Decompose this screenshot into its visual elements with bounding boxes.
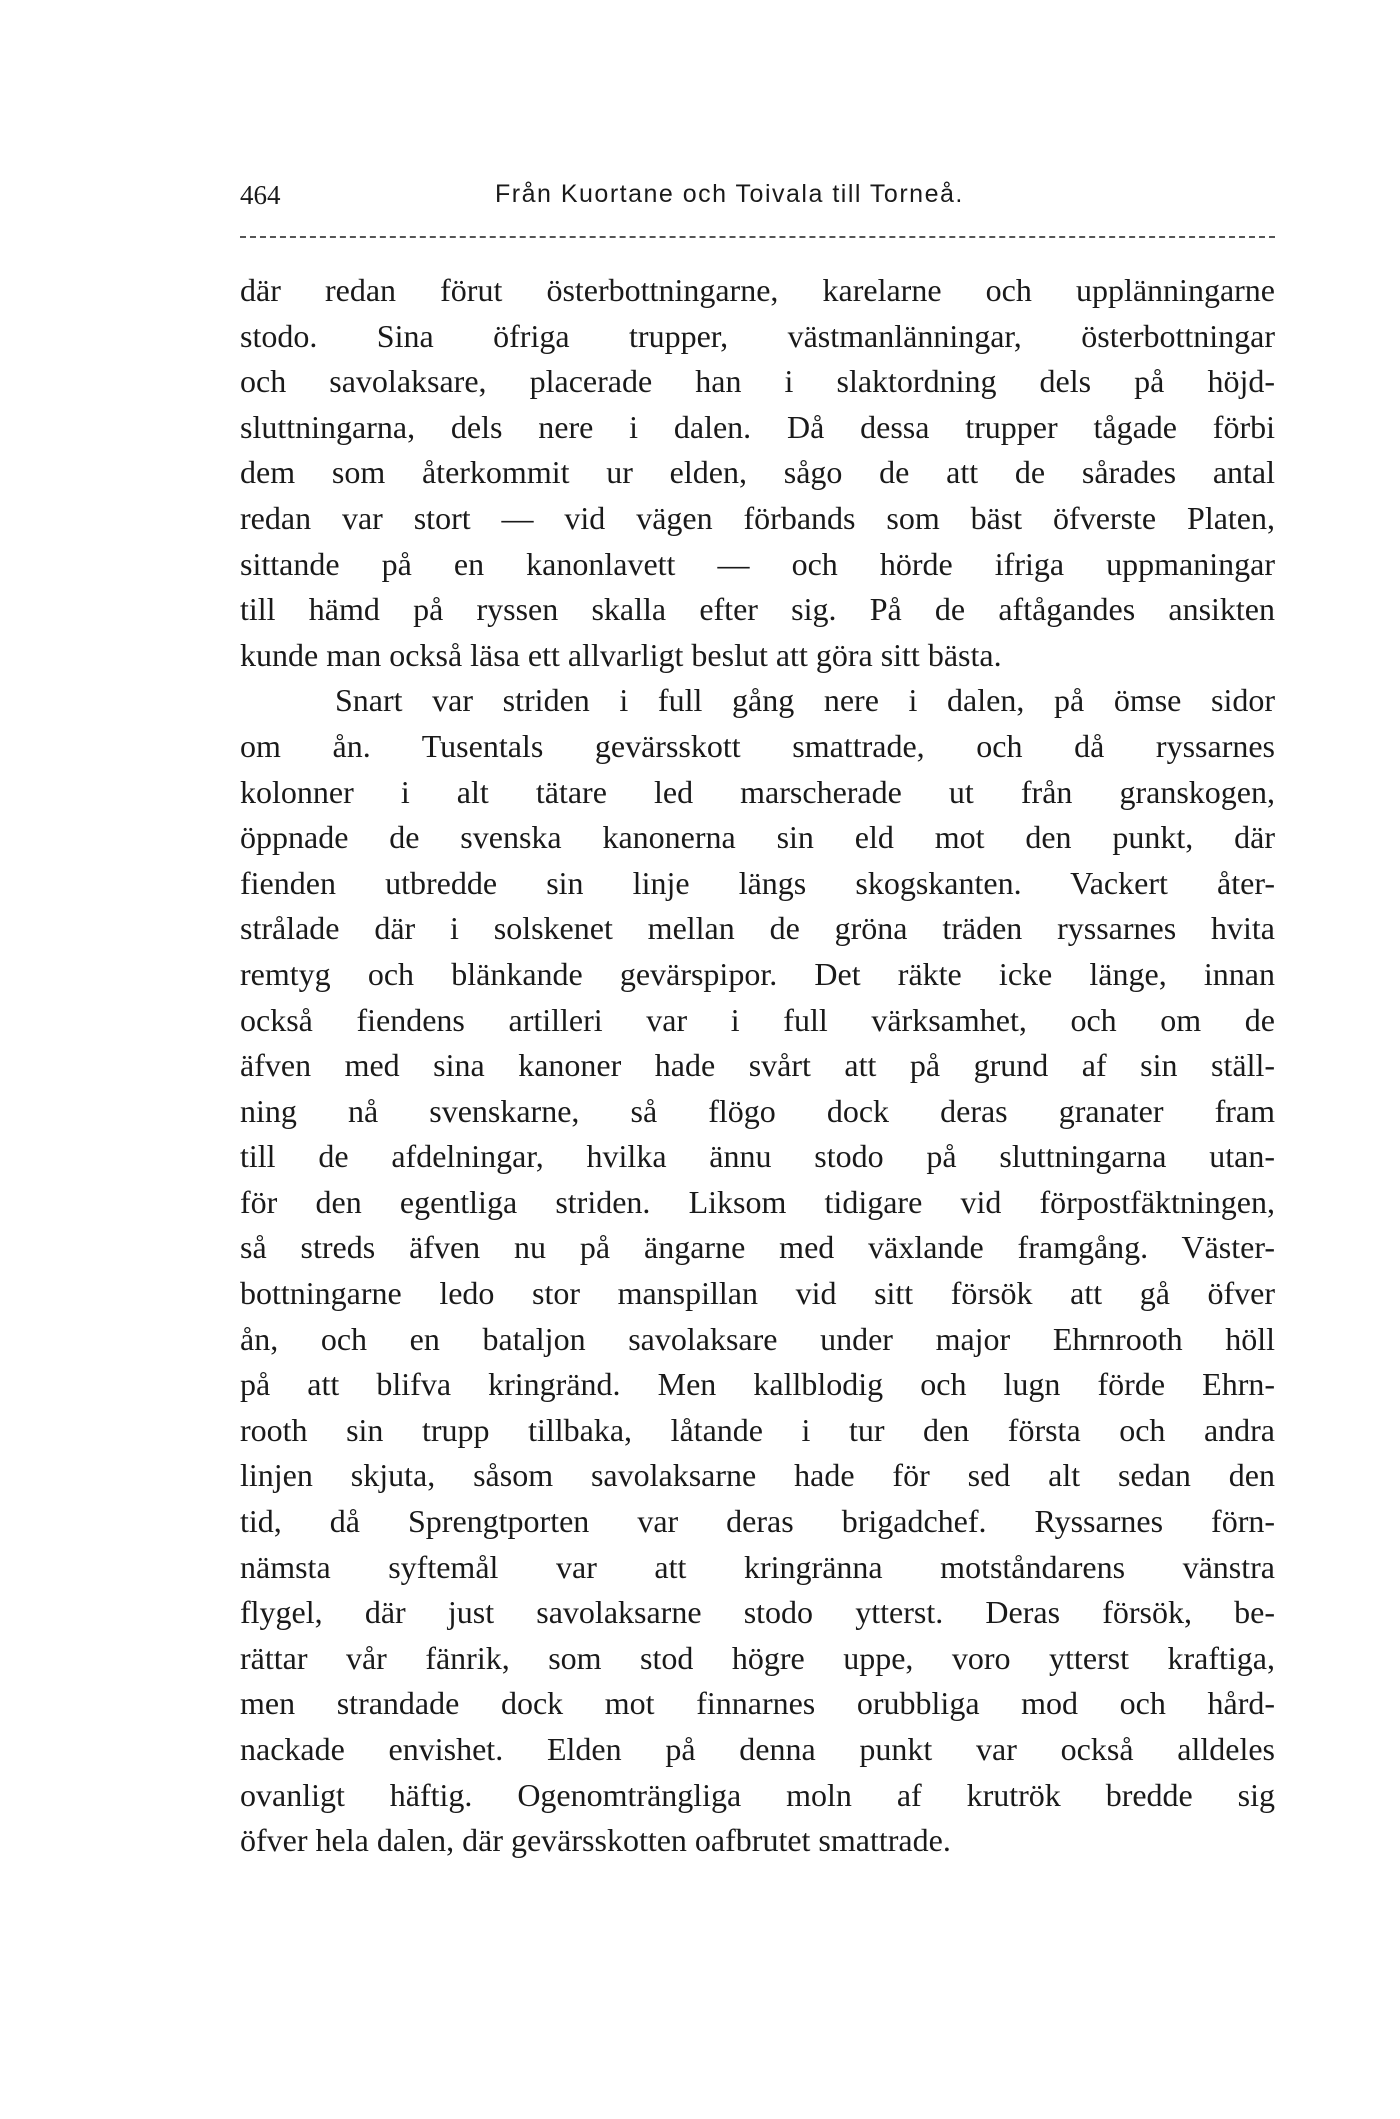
text-line: rooth sin trupp tillbaka, låtande i tur den första och andra xyxy=(240,1411,1275,1448)
text-line: äfven med sina kanoner hade svårt att på grund af sin ställ- xyxy=(240,1047,1275,1084)
paragraph-1 xyxy=(240,268,1275,678)
text-line: för den egentliga striden. Liksom tidigare vid förpostfäktningen, xyxy=(240,1183,1275,1220)
paragraph-2 xyxy=(240,678,1275,1863)
text-line: nämsta syftemål var att kringränna motståndarens vänstra xyxy=(240,1548,1275,1585)
text-line: där redan förut österbottningarne, karelarne och upplänningarne xyxy=(240,272,1275,308)
text-line: bottningarne ledo stor manspillan vid sitt försök att gå öfver xyxy=(240,1275,1275,1312)
body-text xyxy=(240,268,1275,1864)
text-line: till hämd på ryssen skalla efter sig. På de aftågandes ansikten xyxy=(240,591,1275,628)
text-line: ning nå svenskarne, så flögo dock deras granater fram xyxy=(240,1092,1275,1129)
text-line: och savolaksare, placerade han i slaktordning dels på höjd- xyxy=(240,363,1275,400)
text-line: ån, och en bataljon savolaksare under major Ehrnrooth höll xyxy=(240,1320,1275,1357)
text-line: nackade envishet. Elden på denna punkt var också alldeles xyxy=(240,1731,1275,1767)
text-line: på att blifva kringränd. Men kallblodig och lugn förde Ehrn- xyxy=(240,1366,1275,1403)
text-line: om ån. Tusentals gevärsskott smattrade, och då ryssarnes xyxy=(240,727,1275,764)
text-line: rättar vår fänrik, som stod högre uppe, voro ytterst kraftiga, xyxy=(240,1639,1275,1676)
text-line: men strandade dock mot finnarnes orubbliga mod och hård- xyxy=(240,1685,1275,1722)
text-line: till de afdelningar, hvilka ännu stodo på sluttningarna utan- xyxy=(240,1138,1275,1175)
text-line: sluttningarna, dels nere i dalen. Då dessa trupper tågade förbi xyxy=(240,408,1275,445)
text-line: också fiendens artilleri var i full värksamhet, och om de xyxy=(240,1001,1275,1038)
text-line: tid, då Sprengtporten var deras brigadchef. Ryssarnes förn- xyxy=(240,1503,1275,1540)
text-line: fienden utbredde sin linje längs skogskanten. Vackert åter- xyxy=(240,864,1275,901)
text-line: linjen skjuta, såsom savolaksarne hade för sed alt sedan den xyxy=(240,1457,1275,1494)
page-number: 464 xyxy=(240,180,281,210)
text-line: kolonner i alt tätare led marscherade ut från granskogen, xyxy=(240,773,1275,810)
text-line: Snart var striden i full gång nere i dalen, på ömse sidor xyxy=(335,682,1275,719)
text-line: flygel, där just savolaksarne stodo ytterst. Deras försök, be- xyxy=(240,1594,1275,1631)
text-line: kunde man också läsa ett allvarligt beslut att göra sitt bästa. xyxy=(240,636,1002,673)
text-line: öfver hela dalen, där gevärsskotten oafbrutet smattrade. xyxy=(240,1822,951,1859)
text-line: ovanligt häftig. Ogenomträngliga moln af krutrök bredde sig xyxy=(240,1776,1275,1813)
header-rule xyxy=(240,236,1275,238)
text-line: remtyg och blänkande gevärspipor. Det räkte icke länge, innan xyxy=(240,955,1275,992)
text-line: så streds äfven nu på ängarne med växlande framgång. Väster- xyxy=(240,1229,1275,1266)
text-line: strålade där i solskenet mellan de gröna träden ryssarnes hvita xyxy=(240,910,1275,947)
running-title: Från Kuortane och Toivala till Torneå. xyxy=(495,180,964,208)
text-line: sittande på en kanonlavett — och hörde ifriga uppmaningar xyxy=(240,545,1275,582)
running-head xyxy=(240,180,1275,224)
text-line: öppnade de svenska kanonerna sin eld mot den punkt, där xyxy=(240,819,1275,856)
text-line: dem som återkommit ur elden, sågo de att de sårades antal xyxy=(240,454,1275,491)
text-line: stodo. Sina öfriga trupper, västmanlänningar, österbottningar xyxy=(240,317,1275,354)
text-line: redan var stort — vid vägen förbands som bäst öfverste Platen, xyxy=(240,499,1275,536)
